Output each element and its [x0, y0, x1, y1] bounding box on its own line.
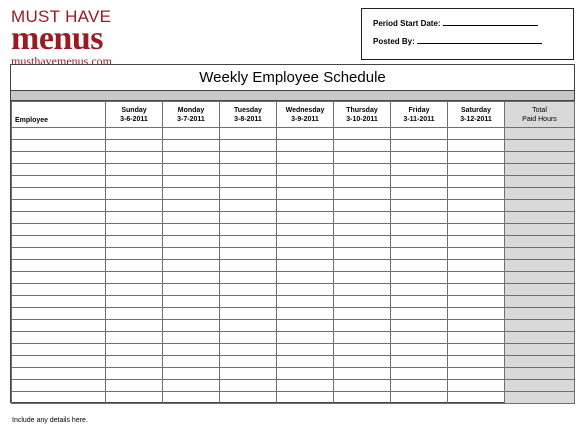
- day-date: 3-10-2011: [346, 115, 378, 123]
- shift-cell[interactable]: [391, 284, 448, 296]
- shift-cell[interactable]: [277, 176, 334, 188]
- shift-cell[interactable]: [220, 188, 277, 200]
- shift-cell[interactable]: [334, 284, 391, 296]
- logo: [11, 8, 141, 68]
- shift-cell[interactable]: [163, 320, 220, 332]
- employee-cell[interactable]: [12, 320, 106, 332]
- shift-cell[interactable]: [106, 260, 163, 272]
- logo-main-text: menus: [11, 20, 103, 57]
- shift-cell[interactable]: [106, 272, 163, 284]
- schedule-sheet: [10, 64, 575, 403]
- total-hours-cell[interactable]: [505, 368, 575, 380]
- shift-cell[interactable]: [391, 140, 448, 152]
- total-hours-cell[interactable]: [505, 284, 575, 296]
- shift-cell[interactable]: [106, 140, 163, 152]
- shift-cell[interactable]: [334, 356, 391, 368]
- shift-cell[interactable]: [220, 248, 277, 260]
- employee-cell[interactable]: [12, 296, 106, 308]
- shift-cell[interactable]: [448, 212, 505, 224]
- shift-cell[interactable]: [448, 320, 505, 332]
- shift-cell[interactable]: [391, 320, 448, 332]
- employee-cell[interactable]: [12, 284, 106, 296]
- shift-cell[interactable]: [391, 272, 448, 284]
- shift-cell[interactable]: [106, 296, 163, 308]
- shift-cell[interactable]: [334, 368, 391, 380]
- day-header-saturday: [448, 102, 505, 128]
- shift-cell[interactable]: [448, 296, 505, 308]
- shift-cell[interactable]: [163, 284, 220, 296]
- day-header-thursday: [334, 102, 391, 128]
- shift-cell[interactable]: [277, 332, 334, 344]
- shift-cell[interactable]: [106, 320, 163, 332]
- shift-cell[interactable]: [220, 212, 277, 224]
- shift-cell[interactable]: [334, 260, 391, 272]
- shift-cell[interactable]: [391, 224, 448, 236]
- employee-header: Employee: [12, 102, 106, 128]
- shift-cell[interactable]: [391, 248, 448, 260]
- shift-cell[interactable]: [163, 176, 220, 188]
- shift-cell[interactable]: [220, 272, 277, 284]
- shift-cell[interactable]: [220, 224, 277, 236]
- shift-cell[interactable]: [334, 272, 391, 284]
- day-header-monday: [163, 102, 220, 128]
- day-header-friday: [391, 102, 448, 128]
- shift-cell[interactable]: [106, 284, 163, 296]
- shift-cell[interactable]: [334, 332, 391, 344]
- shift-cell[interactable]: [334, 392, 391, 404]
- shift-cell[interactable]: [163, 152, 220, 164]
- shift-cell[interactable]: [334, 188, 391, 200]
- shift-cell[interactable]: [334, 236, 391, 248]
- shift-cell[interactable]: [391, 308, 448, 320]
- shift-cell[interactable]: [163, 272, 220, 284]
- table-row: [12, 308, 575, 320]
- shift-cell[interactable]: [448, 236, 505, 248]
- table-row: [12, 392, 575, 404]
- shift-cell[interactable]: [106, 212, 163, 224]
- total-hours-cell[interactable]: [505, 140, 575, 152]
- period-info-box: [361, 8, 574, 60]
- shift-cell[interactable]: [277, 272, 334, 284]
- table-row: [12, 188, 575, 200]
- shift-cell[interactable]: [334, 164, 391, 176]
- shift-cell[interactable]: [448, 224, 505, 236]
- shift-cell[interactable]: [448, 176, 505, 188]
- total-hours-cell[interactable]: [505, 272, 575, 284]
- period-start-label: Period Start Date:: [373, 19, 441, 28]
- total-hours-cell[interactable]: [505, 332, 575, 344]
- shift-cell[interactable]: [448, 140, 505, 152]
- shift-cell[interactable]: [334, 380, 391, 392]
- shift-cell[interactable]: [334, 296, 391, 308]
- logo-top-text: MUST HAVE: [11, 7, 112, 26]
- shift-cell[interactable]: [106, 344, 163, 356]
- shift-cell[interactable]: [106, 368, 163, 380]
- table-row: [12, 380, 575, 392]
- day-name: Sunday: [121, 106, 147, 114]
- shift-cell[interactable]: [334, 248, 391, 260]
- table-row: [12, 152, 575, 164]
- table-row: [12, 260, 575, 272]
- total-hours-cell[interactable]: [505, 320, 575, 332]
- shift-cell[interactable]: [277, 320, 334, 332]
- shift-cell[interactable]: [334, 320, 391, 332]
- employee-cell[interactable]: [12, 380, 106, 392]
- shift-cell[interactable]: [220, 140, 277, 152]
- shift-cell[interactable]: [448, 260, 505, 272]
- shift-cell[interactable]: [163, 260, 220, 272]
- shift-cell[interactable]: [448, 332, 505, 344]
- employee-cell[interactable]: [12, 200, 106, 212]
- shift-cell[interactable]: [163, 392, 220, 404]
- table-row: [12, 224, 575, 236]
- footnote: Include any details here.: [12, 417, 88, 424]
- table-row: [12, 272, 575, 284]
- shift-cell[interactable]: [448, 392, 505, 404]
- shift-cell[interactable]: [220, 152, 277, 164]
- posted-by-line: [373, 36, 542, 46]
- shift-cell[interactable]: [220, 284, 277, 296]
- shift-cell[interactable]: [277, 152, 334, 164]
- shift-cell[interactable]: [106, 308, 163, 320]
- shift-cell[interactable]: [220, 380, 277, 392]
- shift-cell[interactable]: [163, 224, 220, 236]
- employee-cell[interactable]: [12, 188, 106, 200]
- logo-url: musthavemenus.com: [11, 54, 112, 68]
- employee-cell[interactable]: [12, 260, 106, 272]
- total-hours-cell[interactable]: [505, 200, 575, 212]
- shift-cell[interactable]: [277, 284, 334, 296]
- shift-cell[interactable]: [448, 272, 505, 284]
- total-hours-cell[interactable]: [505, 152, 575, 164]
- total-hours-cell[interactable]: [505, 296, 575, 308]
- shift-cell[interactable]: [448, 128, 505, 140]
- shift-cell[interactable]: [163, 128, 220, 140]
- total-hours-cell[interactable]: [505, 164, 575, 176]
- shift-cell[interactable]: [106, 200, 163, 212]
- shift-cell[interactable]: [277, 260, 334, 272]
- shift-cell[interactable]: [391, 152, 448, 164]
- total-hours-cell[interactable]: [505, 236, 575, 248]
- shift-cell[interactable]: [277, 200, 334, 212]
- shift-cell[interactable]: [220, 344, 277, 356]
- shift-cell[interactable]: [163, 368, 220, 380]
- shift-cell[interactable]: [220, 236, 277, 248]
- total-label: Total: [532, 106, 547, 114]
- shift-cell[interactable]: [334, 212, 391, 224]
- shift-cell[interactable]: [391, 188, 448, 200]
- table-row: [12, 176, 575, 188]
- shift-cell[interactable]: [277, 356, 334, 368]
- shift-cell[interactable]: [277, 308, 334, 320]
- shift-cell[interactable]: [163, 380, 220, 392]
- employee-cell[interactable]: [12, 356, 106, 368]
- day-header-tuesday: [220, 102, 277, 128]
- table-row: [12, 236, 575, 248]
- day-date: 3-12-2011: [460, 115, 492, 123]
- day-date: 3-8-2011: [234, 115, 262, 123]
- shift-cell[interactable]: [220, 392, 277, 404]
- shift-cell[interactable]: [220, 368, 277, 380]
- day-name: Saturday: [461, 106, 491, 114]
- period-start-line: [373, 18, 538, 28]
- header-band: [11, 91, 574, 101]
- shift-cell[interactable]: [163, 356, 220, 368]
- period-start-field[interactable]: [443, 18, 538, 26]
- shift-cell[interactable]: [448, 200, 505, 212]
- table-row: [12, 332, 575, 344]
- shift-cell[interactable]: [448, 308, 505, 320]
- employee-cell[interactable]: [12, 248, 106, 260]
- day-date: 3-7-2011: [177, 115, 205, 123]
- schedule-title: Weekly Employee Schedule: [11, 65, 574, 91]
- employee-cell[interactable]: [12, 308, 106, 320]
- day-name: Friday: [408, 106, 430, 114]
- shift-cell[interactable]: [163, 332, 220, 344]
- shift-cell[interactable]: [391, 200, 448, 212]
- shift-cell[interactable]: [106, 188, 163, 200]
- total-hours-cell[interactable]: [505, 176, 575, 188]
- employee-cell[interactable]: [12, 344, 106, 356]
- shift-cell[interactable]: [391, 236, 448, 248]
- shift-cell[interactable]: [220, 164, 277, 176]
- shift-cell[interactable]: [391, 212, 448, 224]
- shift-cell[interactable]: [277, 212, 334, 224]
- shift-cell[interactable]: [448, 380, 505, 392]
- table-row: [12, 368, 575, 380]
- shift-cell[interactable]: [391, 368, 448, 380]
- total-hours-cell[interactable]: [505, 380, 575, 392]
- shift-cell[interactable]: [448, 356, 505, 368]
- shift-cell[interactable]: [448, 368, 505, 380]
- total-hours-cell[interactable]: [505, 224, 575, 236]
- shift-cell[interactable]: [391, 344, 448, 356]
- employee-cell[interactable]: [12, 272, 106, 284]
- shift-cell[interactable]: [106, 356, 163, 368]
- shift-cell[interactable]: [391, 176, 448, 188]
- employee-cell[interactable]: [12, 236, 106, 248]
- shift-cell[interactable]: [391, 332, 448, 344]
- shift-cell[interactable]: [448, 284, 505, 296]
- table-row: [12, 320, 575, 332]
- paid-hours-label: Paid Hours: [522, 115, 557, 123]
- shift-cell[interactable]: [277, 140, 334, 152]
- shift-cell[interactable]: [391, 128, 448, 140]
- shift-cell[interactable]: [220, 128, 277, 140]
- table-row: [12, 296, 575, 308]
- posted-by-field[interactable]: [417, 36, 542, 44]
- shift-cell[interactable]: [334, 176, 391, 188]
- shift-cell[interactable]: [106, 128, 163, 140]
- posted-by-label: Posted By:: [373, 37, 415, 46]
- shift-cell[interactable]: [163, 188, 220, 200]
- shift-cell[interactable]: [163, 140, 220, 152]
- shift-cell[interactable]: [220, 260, 277, 272]
- shift-cell[interactable]: [163, 308, 220, 320]
- total-hours-cell[interactable]: [505, 344, 575, 356]
- shift-cell[interactable]: [220, 176, 277, 188]
- table-row: [12, 164, 575, 176]
- day-date: 3-9-2011: [291, 115, 319, 123]
- shift-cell[interactable]: [391, 296, 448, 308]
- employee-cell[interactable]: [12, 368, 106, 380]
- shift-cell[interactable]: [277, 188, 334, 200]
- shift-cell[interactable]: [448, 248, 505, 260]
- employee-cell[interactable]: [12, 332, 106, 344]
- shift-cell[interactable]: [277, 164, 334, 176]
- table-row: [12, 284, 575, 296]
- shift-cell[interactable]: [391, 260, 448, 272]
- header-row: [12, 102, 575, 128]
- total-hours-cell[interactable]: [505, 392, 575, 404]
- shift-cell[interactable]: [163, 212, 220, 224]
- shift-cell[interactable]: [106, 164, 163, 176]
- day-name: Tuesday: [234, 106, 262, 114]
- shift-cell[interactable]: [220, 308, 277, 320]
- shift-cell[interactable]: [277, 128, 334, 140]
- table-row: [12, 212, 575, 224]
- day-header-sunday: [106, 102, 163, 128]
- table-row: [12, 356, 575, 368]
- table-row: [12, 344, 575, 356]
- table-row: [12, 128, 575, 140]
- shift-cell[interactable]: [277, 344, 334, 356]
- shift-cell[interactable]: [334, 140, 391, 152]
- shift-cell[interactable]: [334, 128, 391, 140]
- shift-cell[interactable]: [220, 296, 277, 308]
- shift-cell[interactable]: [391, 392, 448, 404]
- shift-cell[interactable]: [106, 152, 163, 164]
- shift-cell[interactable]: [277, 296, 334, 308]
- total-hours-cell[interactable]: [505, 308, 575, 320]
- shift-cell[interactable]: [277, 380, 334, 392]
- shift-cell[interactable]: [334, 152, 391, 164]
- table-row: [12, 140, 575, 152]
- shift-cell[interactable]: [334, 224, 391, 236]
- employee-cell[interactable]: [12, 176, 106, 188]
- total-hours-cell[interactable]: [505, 212, 575, 224]
- shift-cell[interactable]: [163, 296, 220, 308]
- shift-cell[interactable]: [334, 344, 391, 356]
- shift-cell[interactable]: [448, 164, 505, 176]
- shift-cell[interactable]: [220, 332, 277, 344]
- total-hours-cell[interactable]: [505, 128, 575, 140]
- total-paid-hours-header: [505, 102, 575, 128]
- shift-cell[interactable]: [106, 236, 163, 248]
- shift-cell[interactable]: [163, 164, 220, 176]
- shift-cell[interactable]: [106, 176, 163, 188]
- employee-cell[interactable]: [12, 164, 106, 176]
- shift-cell[interactable]: [277, 224, 334, 236]
- shift-cell[interactable]: [391, 380, 448, 392]
- employee-cell[interactable]: [12, 128, 106, 140]
- shift-cell[interactable]: [277, 392, 334, 404]
- total-hours-cell[interactable]: [505, 260, 575, 272]
- shift-cell[interactable]: [220, 356, 277, 368]
- employee-cell[interactable]: [12, 212, 106, 224]
- day-date: 3-6-2011: [120, 115, 148, 123]
- shift-cell[interactable]: [106, 332, 163, 344]
- day-header-wednesday: [277, 102, 334, 128]
- shift-cell[interactable]: [106, 380, 163, 392]
- shift-cell[interactable]: [220, 200, 277, 212]
- shift-cell[interactable]: [163, 236, 220, 248]
- employee-cell[interactable]: [12, 152, 106, 164]
- day-name: Thursday: [346, 106, 378, 114]
- shift-cell[interactable]: [391, 356, 448, 368]
- day-name: Wednesday: [285, 106, 325, 114]
- shift-cell[interactable]: [163, 200, 220, 212]
- shift-cell[interactable]: [448, 344, 505, 356]
- employee-cell[interactable]: [12, 224, 106, 236]
- table-row: [12, 248, 575, 260]
- total-hours-cell[interactable]: [505, 356, 575, 368]
- shift-cell[interactable]: [391, 164, 448, 176]
- shift-cell[interactable]: [163, 344, 220, 356]
- shift-cell[interactable]: [277, 236, 334, 248]
- schedule-table: [11, 101, 575, 404]
- shift-cell[interactable]: [220, 320, 277, 332]
- table-row: [12, 200, 575, 212]
- day-name: Monday: [177, 106, 205, 114]
- employee-cell[interactable]: [12, 392, 106, 404]
- employee-cell[interactable]: [12, 140, 106, 152]
- shift-cell[interactable]: [334, 200, 391, 212]
- shift-cell[interactable]: [106, 392, 163, 404]
- shift-cell[interactable]: [277, 368, 334, 380]
- shift-cell[interactable]: [277, 248, 334, 260]
- total-hours-cell[interactable]: [505, 188, 575, 200]
- shift-cell[interactable]: [163, 248, 220, 260]
- shift-cell[interactable]: [106, 248, 163, 260]
- day-date: 3-11-2011: [403, 115, 435, 123]
- shift-cell[interactable]: [106, 224, 163, 236]
- total-hours-cell[interactable]: [505, 248, 575, 260]
- shift-cell[interactable]: [334, 308, 391, 320]
- shift-cell[interactable]: [448, 152, 505, 164]
- shift-cell[interactable]: [448, 188, 505, 200]
